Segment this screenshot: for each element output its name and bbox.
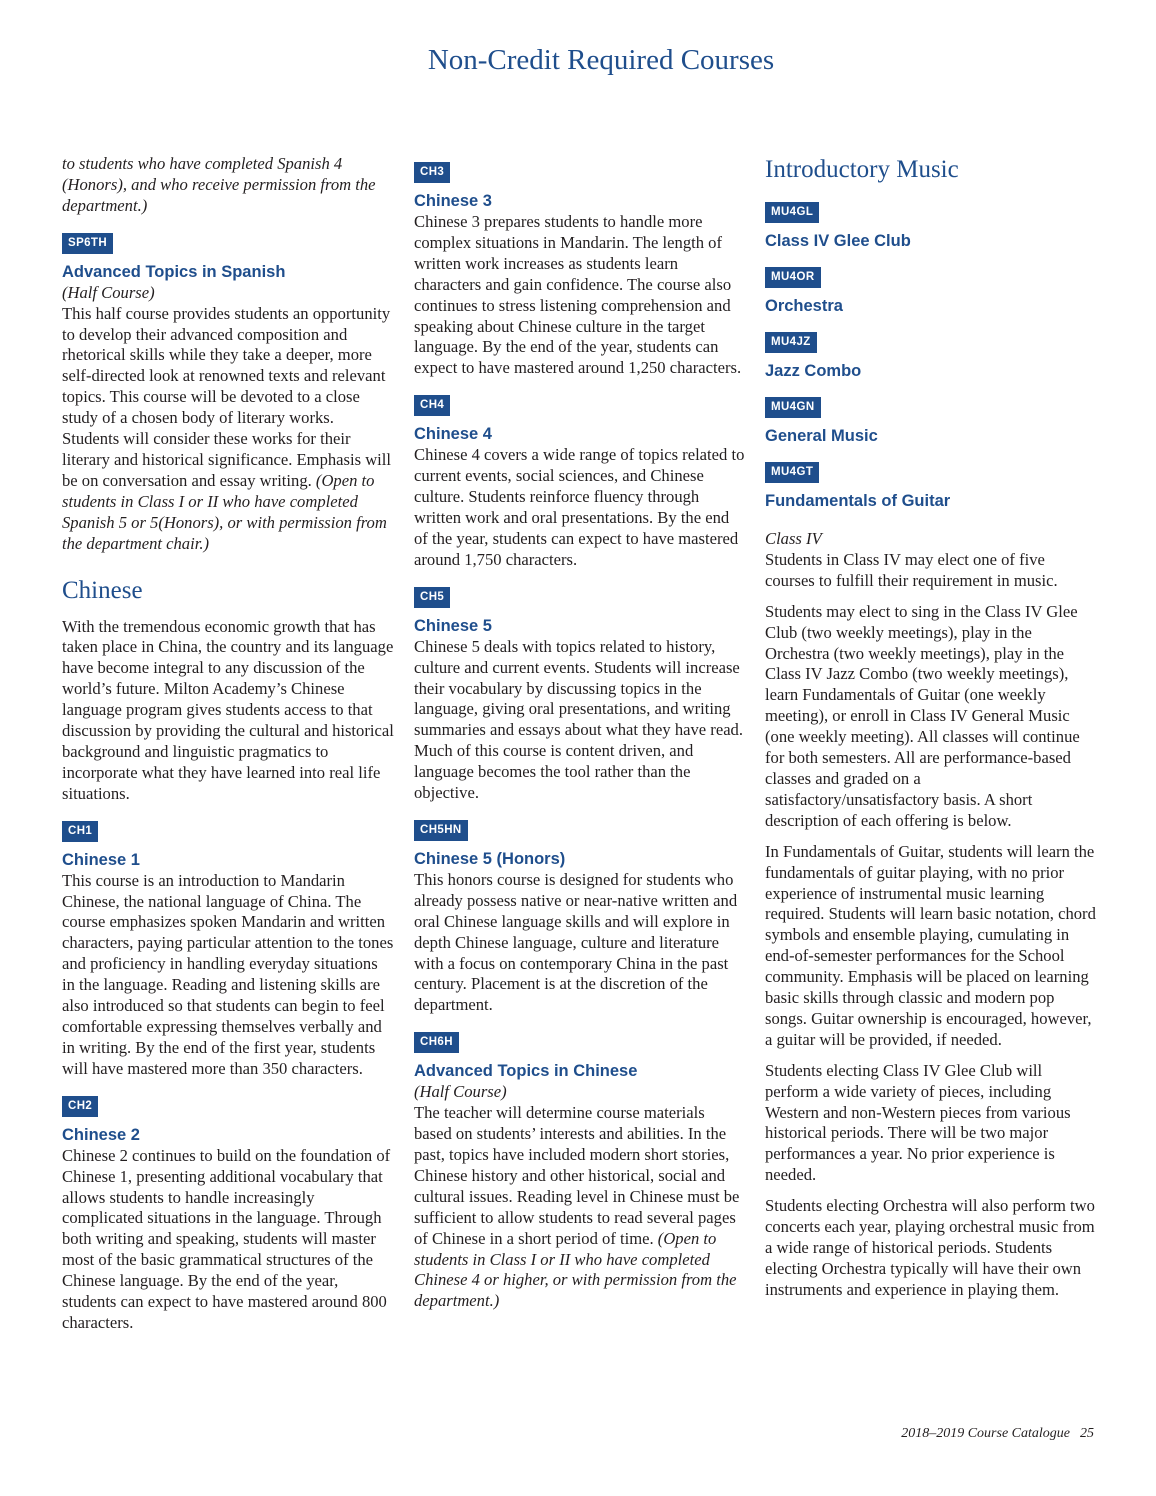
course-ch3 — [414, 160, 746, 379]
course-title: Advanced Topics in Spanish — [62, 262, 286, 281]
spanish-continued-note: to students who have completed Spanish 4 (Honors), and who receive permission from the department.) — [62, 154, 376, 215]
music-paragraph-5: Students electing Orchestra will also perform two concerts each year, playing orchestral music from a wide range of historical periods. Students electing Orchestra typically will have their own instruments and experience in playing them. — [765, 1196, 1095, 1299]
course-title: Chinese 2 — [62, 1125, 140, 1144]
course-title: Chinese 5 — [414, 616, 492, 635]
course-description-text: This half course provides students an opportunity to develop their advanced composition and rhetorical skills while they take a deeper, more self-directed look at renowned texts and relevant topics. This course will be devoted to a close study of a chosen body of literary works. Students will consider these works for their literary and historical significance. Emphasis will be on conversation and essay writing. — [62, 303, 392, 490]
course-title: Chinese 4 — [414, 425, 492, 444]
course-code-badge: MU4OR — [765, 267, 821, 288]
course-code-badge: CH6H — [414, 1032, 459, 1053]
course-title: Fundamentals of Guitar — [765, 492, 951, 510]
course-mu4jz — [765, 330, 1097, 381]
course-ch1 — [62, 819, 394, 1080]
course-note: (Open to students in Class I or II who have completed Spanish 5 or 5(Honors), or with permission from the department chair.) — [62, 470, 387, 553]
course-mu4or — [765, 265, 1097, 316]
music-paragraph-2: Students may elect to sing in the Class IV Glee Club (two weekly meetings), play in the Orchestra (two weekly meetings), play in the Class IV Jazz Combo (two weekly meetings), learn Fundamentals of Guitar (one weekly meeting), or enroll in Class IV General Music (one weekly meeting). All classes will continue for both semesters. All are performance-based classes and graded on a satisfactory/unsatisfactory basis. A short description of each offering is below. — [765, 601, 1080, 830]
course-description: Chinese 5 deals with topics related to history, culture and current events. Students will increase their vocabulary by discussing topics in the language, giving oral presentations, and writing summaries and essays about what they have read. Much of this course is content driven, and language becomes the tool rather than the objective. — [414, 636, 744, 803]
course-code-badge: CH4 — [414, 395, 450, 416]
page-title: Non-Credit Required Courses — [427, 44, 775, 76]
music-paragraph-1: Students in Class IV may elect one of five courses to fulfill their requirement in music. — [765, 549, 1058, 590]
section-heading-music: Introductory Music — [765, 156, 959, 183]
class-label: Class IV — [765, 529, 822, 548]
course-description: Chinese 3 prepares students to handle more complex situations in Mandarin. The length of written work increases as students learn characters and gain confidence. The course also continues to stress listening comprehension and speaking about Chinese culture in the target language. By the end of the year, students can expect to have mastered around 1,250 characters. — [414, 212, 742, 378]
course-ch5hn — [414, 818, 746, 1016]
course-mu4gt — [765, 460, 1097, 511]
course-description — [62, 304, 394, 555]
catalogue-title: 2018–2019 Course Catalogue — [901, 1426, 1070, 1441]
course-mu4gn — [765, 395, 1097, 446]
chinese-intro: With the tremendous economic growth that has taken place in China, the country and its language have become integral to any discussion of the world’s future. Milton Academy’s Chinese language program gives students access to that discussion by providing the cultural and historical background and linguistic pragmatics to incorporate what they have learned into real life situations. — [62, 616, 394, 803]
course-title: Orchestra — [765, 297, 843, 315]
course-description: Chinese 4 covers a wide range of topics related to current events, social sciences, and Chinese culture. Students reinforce fluency through written work and oral presentations. By the end of the year, students can expect to have mastered around 1,750 characters. — [414, 445, 745, 569]
course-title: Chinese 5 (Honors) — [414, 849, 566, 868]
course-code-badge: MU4GN — [765, 397, 821, 418]
music-paragraph-4: Students electing Class IV Glee Club will perform a wide variety of pieces, including Western and non-Western pieces from various historical periods. There will be two major performances a year. No prior experience is needed. — [765, 1060, 1071, 1185]
course-title: Chinese 1 — [62, 850, 140, 869]
course-description — [414, 1103, 746, 1312]
course-title: Chinese 3 — [414, 192, 492, 210]
section-heading-chinese: Chinese — [62, 576, 143, 604]
course-title: General Music — [765, 427, 878, 445]
course-ch2 — [62, 1094, 394, 1334]
course-code-badge: CH1 — [62, 821, 98, 842]
course-title: Advanced Topics in Chinese — [414, 1062, 638, 1081]
course-mu4gl — [765, 200, 1097, 251]
course-subtitle: (Half Course) — [62, 282, 155, 302]
course-code-badge: CH2 — [62, 1096, 98, 1117]
course-subtitle: (Half Course) — [414, 1082, 507, 1102]
course-ch5 — [414, 585, 746, 804]
course-note: (Open to students in Class I or II who have completed Chinese 4 or higher, or with permission from the department.) — [414, 1228, 737, 1311]
course-title: Class IV Glee Club — [765, 232, 911, 250]
column-middle — [414, 160, 746, 1312]
course-code-badge: SP6TH — [62, 233, 113, 254]
column-right — [765, 154, 1097, 1301]
course-description: This course is an introduction to Mandarin Chinese, the national language of China. The course emphasizes spoken Mandarin and written characters, paying particular attention to the tones and proficiency in handling everyday situations in the language. Reading and listening skills are also introduced so that students can begin to feel comfortable expressing themselves verbally and in writing. By the end of the first year, students will have mastered more than 350 characters. — [62, 870, 394, 1078]
course-description-text: The teacher will determine course materials based on students’ interests and abilities. In the past, topics have included modern short stories, Chinese history and other historical, social and cultural issues. Reading level in Chinese must be sufficient to allow students to read several pages of Chinese in a short period of time. — [414, 1103, 740, 1248]
course-description: Chinese 2 continues to build on the foundation of Chinese 1, presenting additional vocabulary that allows students to handle increasingly complicated situations in the language. Through both writing and speaking, students will master most of the basic grammatical structures of the Chinese language. By the end of the year, students can expect to have mastered around 800 characters. — [62, 1145, 391, 1332]
page-footer — [901, 1426, 1094, 1442]
music-paragraph-3: In Fundamentals of Guitar, students will learn the fundamentals of guitar playing, with no prior experience of instrumental music learning required. Students will learn basic notation, chord symbols and ensemble playing, cumulating in end-of-semester performances for the School community. Emphasis will be placed on learning basic skills through classic and modern pop songs. Guitar ownership is encouraged, however, a guitar will be provided, if needed. — [765, 841, 1096, 1049]
course-code-badge: MU4GT — [765, 462, 819, 483]
course-code-badge: MU4JZ — [765, 332, 817, 353]
course-ch6h — [414, 1030, 746, 1312]
course-description: This honors course is designed for students who already possess native or near-native written and oral Chinese language skills and will explore in depth Chinese language, culture and literature with a focus on contemporary China in the past century. Placement is at the discretion of the department. — [414, 869, 738, 1015]
column-left — [62, 154, 394, 1334]
page-number: 25 — [1080, 1426, 1094, 1441]
course-title: Jazz Combo — [765, 362, 862, 380]
course-ch4 — [414, 393, 746, 570]
course-sp6th — [62, 231, 394, 555]
course-code-badge: CH3 — [414, 162, 450, 183]
course-code-badge: CH5 — [414, 587, 450, 608]
course-code-badge: MU4GL — [765, 202, 819, 223]
course-code-badge: CH5HN — [414, 820, 468, 841]
